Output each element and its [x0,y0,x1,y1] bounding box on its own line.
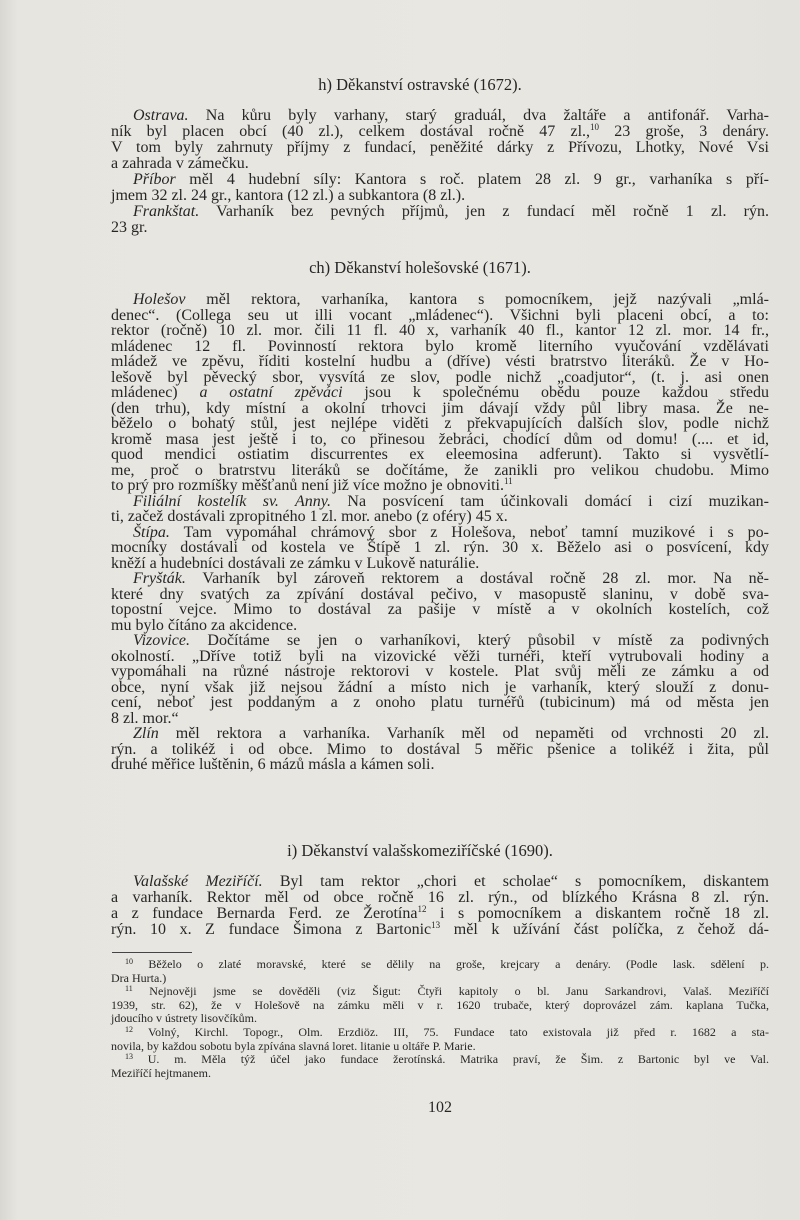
text-run: a zahrada v zámečku. [111,155,249,172]
text-run: 8 zl. mor.“ [111,709,179,727]
text-line [111,385,769,401]
text-line [111,140,769,156]
text-run: Tam vypomáhal chrámový sbor z Holešova, neboť tamní muzikové i s po- [169,523,769,541]
text-line [111,354,769,370]
text-line [111,1012,769,1026]
text-run: U. m. Měla týž účel jako fundace žerotínská. Matrika praví, že Šim. z Bartonic byl ve Val. [133,1052,769,1067]
text-run: to prý pro rozmíšky měšťanů není již více možno je obnoviti. [111,477,504,494]
section-heading-valasske-mezirici: i) Děkanství valašskomeziříčské (1690). [287,841,553,860]
footnote-reference: 11 [125,984,133,994]
text-line [111,958,769,972]
paragraph [111,204,769,236]
text-run: Byl tam rektor „chori et scholae“ s pomocníkem, diskantem [262,873,769,890]
text-line [111,757,769,773]
text-run: měl k užívání část políčka, z čehož dá- [440,921,769,938]
text-run: druhé měřice luštěnin, 6 mázů másla a kámen soli. [111,756,435,773]
text-run: Na posvícení tam účinkovali domácí i cizí muzikan- [331,492,769,510]
text-run: mládež ve zpěvu, říditi kostelní hudbu a (dříve) vésti bratrstvo literáků. Že v Ho- [111,353,769,370]
text-run: Volný, Kirchl. Topogr., Olm. Erzdiöz. III, 75. Fundace tato existovala již před r. 1682 a sta- [133,1024,769,1039]
text-run: měl rektora a varhaníka. Varhaník měl od nepaměti od vrchnosti 20 zl. [158,725,769,742]
text-line [111,587,769,603]
text-run: jmem 32 zl. 24 gr., kantora (12 zl.) a subkantora (8 zl.). [111,187,466,204]
paragraph [111,108,769,172]
footnote-reference: 11 [503,476,513,486]
text-line [111,1026,769,1040]
italic-text: a ostatní zpěváci [199,384,343,401]
text-line [111,525,769,541]
text-run: topostní vejce. Mimo to dostával za pašije v místě a v okolních kostelích, což [111,601,769,618]
paragraph [111,525,769,572]
text-run: jsou k společnému obědu pouze každou středu [342,384,769,401]
footnote-reference: 13 [125,1052,133,1062]
text-run: obce, nyní však již nejsou žádní a místo nich je varhaník, který slouží z donu- [111,678,769,696]
text-line [111,220,769,236]
text-run: lešově byl pěvecký sbor, vysvítá ze slov, podle nichž „coadjutor“, (t. j. asi onen [111,368,769,386]
footnote-reference: 10 [125,957,133,966]
italic-text: Ostrava. [133,107,189,124]
text-line [111,726,769,742]
paragraph [111,172,769,204]
text-run: Dra Hurta.) [111,970,167,985]
text-run: kněží a hudebníci dostávali ze zámku v Lukově naturálie. [111,554,480,572]
text-line [111,478,769,494]
text-line [111,695,769,711]
text-line [111,540,769,556]
text-line [111,618,769,634]
paragraph [111,958,769,985]
text-line [111,463,769,479]
text-run: Varhaník bez pevných příjmů, jen z fundací měl ročně 1 zl. rýn. [199,203,769,220]
paragraph [111,726,769,773]
section-heading-ostrava: h) Děkanství ostravské (1672). [318,75,522,94]
text-line [111,370,769,386]
italic-text: Zlín [133,725,159,742]
text-run: rýn. a tolikéž i od obce. Mimo to dostával 5 měřic pšenice a tolikéž i žita, půl [111,740,769,758]
section-body-ostrava [111,108,769,236]
text-run: Dočítáme se jen o varhaníkovi, který působil v místě za podivných [190,632,769,649]
footnote-divider [112,952,192,953]
text-run: rýn. 10 x. Z fundace Šimona z Bartonic [111,921,432,938]
text-line [111,108,769,124]
paragraph [111,985,769,1026]
text-run: měl 4 hudební síly: Kantora s roč. platem 28 zl. 9 gr., varhaníka s pří- [175,171,769,188]
text-run: mocníky dostávali od kostela ve Štípě 1 zl. rýn. 30 x. Běželo asi o posvícení, kdy [111,539,769,556]
text-run: které dny svatých za zpívání dostával pečivo, v masopustě slaninu, v době sva- [111,585,769,603]
text-line [111,664,769,680]
text-line [111,890,769,906]
paragraph [111,633,769,726]
italic-text: Filiální kostelík sv. Anny. [133,492,331,510]
text-line [111,1067,769,1081]
text-line [111,308,769,324]
text-run: V tom byly zahrnuty příjmy z fundací, peněžité dárky z Přívozu, Lhotky, Nové Vsi [111,139,769,156]
text-run: rektor (ročně) 10 zl. mor. čili 11 fl. 40 x, varhaník 40 fl., kantor 12 zl. mor. 14 fr., [111,322,769,339]
paragraph [111,1026,769,1053]
footnote-reference: 12 [417,904,427,914]
text-line [111,1053,769,1067]
text-run: novila, by každou sobotu byla zpívána slavná loret. litanie u oltáře P. Marie. [111,1038,476,1053]
text-line [111,999,769,1013]
text-run: (den trhu), kdy místní a okolní trhovci jim dávají vždy půl libry masa. Že ne- [111,399,769,417]
text-line [111,172,769,188]
paragraph [111,292,769,494]
paragraph [111,571,769,633]
text-run: jdoucího v ústrety lisovčíkům. [111,1011,257,1026]
text-run: Běželo o zlaté moravské, které se dělily na groše, krejcary a denáry. (Podle lask. sdělení p. [133,957,769,971]
text-line [111,494,769,510]
text-line [111,874,769,890]
text-line [111,204,769,220]
text-line [111,972,769,986]
section-body-holesov [111,292,769,773]
section-heading-holesov: ch) Děkanství holešovské (1671). [309,258,531,277]
text-run: vypomáhali na různé nástroje rektorovi v kostele. Plat svůj měli ze zámku a od [111,663,769,680]
text-line [111,680,769,696]
text-line [111,985,769,999]
text-line [111,1040,769,1054]
text-run: cení, neboť jest poddaným a z onoho platu turnéřů (tubicinum) má od města jen [111,694,769,711]
text-run: Varhaník byl zároveň rektorem a dostával ročně 28 zl. mor. Na ně- [185,570,769,587]
italic-text: Příbor [133,171,176,188]
text-line [111,447,769,463]
text-line [111,339,769,355]
footnotes [111,958,769,1080]
text-run: a varhaník. Rektor měl od obce ročně 16 zl. rýn., od blízkého Krásna 8 zl. rýn. [111,889,769,906]
paragraph [111,494,769,525]
text-run: mládenec 12 fl. Povinností rektora bylo kromě literního vyučování vzdělávati [111,337,769,355]
text-line [111,571,769,587]
text-run: denec“. (Collega seu ut illi vocant „mládenec“). Všichni byli placeni obcí, a to: [111,306,769,324]
paragraph [111,1053,769,1080]
text-line [111,922,769,938]
text-line [111,416,769,432]
text-line [111,124,769,140]
text-run: i s pomocníkem a diskantem ročně 18 zl. [426,905,770,922]
paragraph [111,874,769,938]
text-run: okolností. „Dříve totiž byli na vizovické věži turnéři, kteří vytrubovali hodiny a [111,647,769,665]
text-line [111,509,769,525]
text-line [111,633,769,649]
text-line [111,323,769,339]
italic-text: Vizovice. [133,632,191,649]
text-line [111,188,769,204]
text-run: 1939, str. 62), že v Holešově na zámku měli v r. 1620 trubače, který doprovázel zám. kaplana Tučka, [111,997,769,1012]
text-line [111,292,769,308]
text-line [111,556,769,572]
text-run: měl rektora, varhaníka, kantora s pomocníkem, jejž nazývali „mlá- [185,291,769,308]
text-run: kromě masa jest ještě i to, co přinesou žebráci, chodící dům od domu! (.... et id, [111,430,769,448]
italic-text: Valašské Meziříčí. [133,873,263,890]
text-run: a z fundace Bernarda Ferd. ze Žerotína [111,905,418,922]
text-run: ník byl placen obcí (40 zl.), celkem dostával ročně 47 zl., [111,123,591,140]
italic-text: Holešov [133,291,186,308]
text-line [111,401,769,417]
text-line [111,742,769,758]
text-run: 23 gr. [111,219,148,236]
text-run: ti, začež dostávali zpropitného 1 zl. mor. anebo (z oféry) 45 x. [111,508,508,525]
italic-text: Štípa. [133,523,170,541]
italic-text: Fryšták. [133,570,186,587]
text-line [111,602,769,618]
footnote-reference: 10 [590,122,600,132]
text-line [111,711,769,727]
text-line [111,156,769,172]
text-run: běželo o bohatý stůl, jest nejlépe viděti z překvapujících dalších slov, podle nichž [111,415,769,432]
footnote-reference: 12 [125,1024,133,1034]
text-run: mládenec) [111,384,200,401]
page-number: 102 [428,1099,452,1116]
text-run: mu bylo čítáno za akcidence. [111,616,298,634]
italic-text: Frankštat. [133,203,200,220]
section-body-valasske-mezirici [111,874,769,938]
text-run: Na kůru byly varhany, starý graduál, dva žaltáře a antifonář. Varha- [188,107,769,124]
text-run: 23 groše, 3 denáry. [599,123,769,140]
text-run: Nejnověji jsme se dověděli (viz Šigut: Čtyři kapitoly o bl. Janu Sarkandrovi, Valaš. Meziříčí [132,984,769,999]
footnote-reference: 13 [431,920,441,930]
text-run: Meziříčí hejtmanem. [111,1065,211,1080]
text-line [111,649,769,665]
text-run: quod mendici ostiatim discurrentes ex eleemosina adferunt). Takto si vysvětlí- [111,446,769,463]
text-run: me, proč o bratrstvu literáků se dočítáme, že zanikli pro velikou chudobu. Mimo [111,461,769,479]
text-line [111,432,769,448]
